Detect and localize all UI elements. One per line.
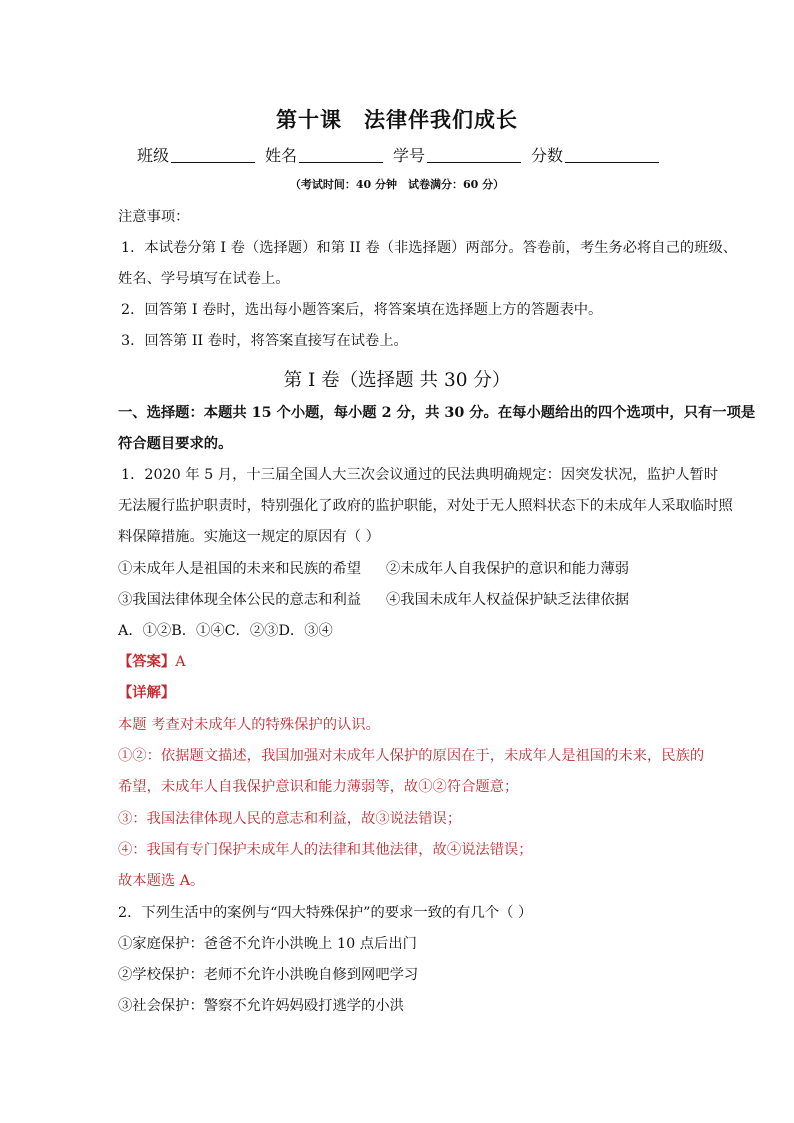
q2-case-1: ①家庭保护：爸爸不允许小洪晚上 10 点后出门 (118, 936, 417, 952)
score-blank (565, 161, 659, 163)
q1-choices: A．①②B．①④C．②③D．③④ (118, 623, 333, 639)
q1-stem: 1．2020 年 5 月，十三届全国人大三次会议通过的民法典明确规定：因突发状况，监护人暂时 (121, 467, 719, 483)
detail-line-2-cont: 希望，未成年人自我保护意识和能力薄弱等，故①②符合题意； (118, 779, 519, 795)
detail-line-3: ③：我国法律体现人民的意志和利益，故③说法错误； (118, 811, 462, 827)
part-heading-cont (118, 433, 232, 453)
name-label: 姓名 (265, 146, 298, 165)
q1-answer (118, 651, 186, 671)
part-heading: 一、选择题：本题共 15 个小题，每小题 2 分，共 30 分。在每小题给出的四个选项中，只有一项是 (118, 405, 756, 421)
q1-option-1: ①未成年人是祖国的未来和民族的希望 (118, 561, 362, 577)
student-info-row (137, 143, 659, 166)
q1-stem-line3: 料保障措施。实施这一规定的原因有（ ） (118, 529, 380, 545)
part-heading-cont-text: 符合题目要求的。 (118, 436, 233, 452)
q1-stem-line2: 无法履行监护职责时，特别强化了政府的监护职能，对处于无人照料状态下的未成年人采取临时照 (118, 498, 733, 514)
notice-item-2: 2．回答第 I 卷时，选出每小题答案后，将答案填在选择题上方的答题表中。 (121, 302, 603, 318)
answer-value: A (175, 654, 186, 670)
q2-stem: 2．下列生活中的案例与“四大特殊保护”的要求一致的有几个（ ） (118, 905, 533, 921)
student-id-blank (427, 161, 521, 163)
q2-case-2: ②学校保护：老师不允许小洪晚自修到网吧学习 (118, 967, 419, 983)
notice-item-1: 1．本试卷分第 I 卷（选择题）和第 II 卷（非选择题）两部分。答卷前，考生务必将自己的班级、 (121, 240, 738, 256)
detail-line-2: ①②：依据题文描述，我国加强对未成年人保护的原因在于，未成年人是祖国的未来，民族的 (118, 748, 705, 764)
class-blank (171, 161, 255, 163)
detail-label: 【详解】 (118, 685, 176, 701)
q2-case-3: ③社会保护：警察不允许妈妈殴打逃学的小洪 (118, 998, 404, 1014)
detail-line-4: ④：我国有专门保护未成年人的法律和其他法律，故④说法错误； (118, 842, 533, 858)
detail-conclusion: 故本题选 A。 (118, 873, 205, 889)
page-title: 第十课 法律伴我们成长 (276, 107, 518, 132)
answer-label: 【答案】 (118, 654, 176, 670)
student-id-label: 学号 (393, 146, 426, 165)
class-label: 班级 (137, 146, 170, 165)
notice-item-1-cont: 姓名、学号填写在试卷上。 (118, 271, 290, 287)
q1-option-3: ③我国法律体现全体公民的意志和利益 (118, 592, 362, 608)
section-title: 第 I 卷（选择题 共 30 分） (283, 370, 511, 391)
exam-time: （考试时间：40 分钟 试卷满分：60 分） (289, 178, 505, 191)
q1-option-4: ④我国未成年人权益保护缺乏法律依据 (386, 592, 630, 608)
q1-option-2: ②未成年人自我保护的意识和能力薄弱 (386, 561, 630, 577)
detail-line-1: 本题 考查对未成年人的特殊保护的认识。 (118, 717, 380, 733)
notice-heading: 注意事项： (118, 209, 190, 225)
name-blank (299, 161, 383, 163)
notice-item-3: 3．回答第 II 卷时，将答案直接写在试卷上。 (121, 333, 408, 349)
score-label: 分数 (531, 146, 564, 165)
